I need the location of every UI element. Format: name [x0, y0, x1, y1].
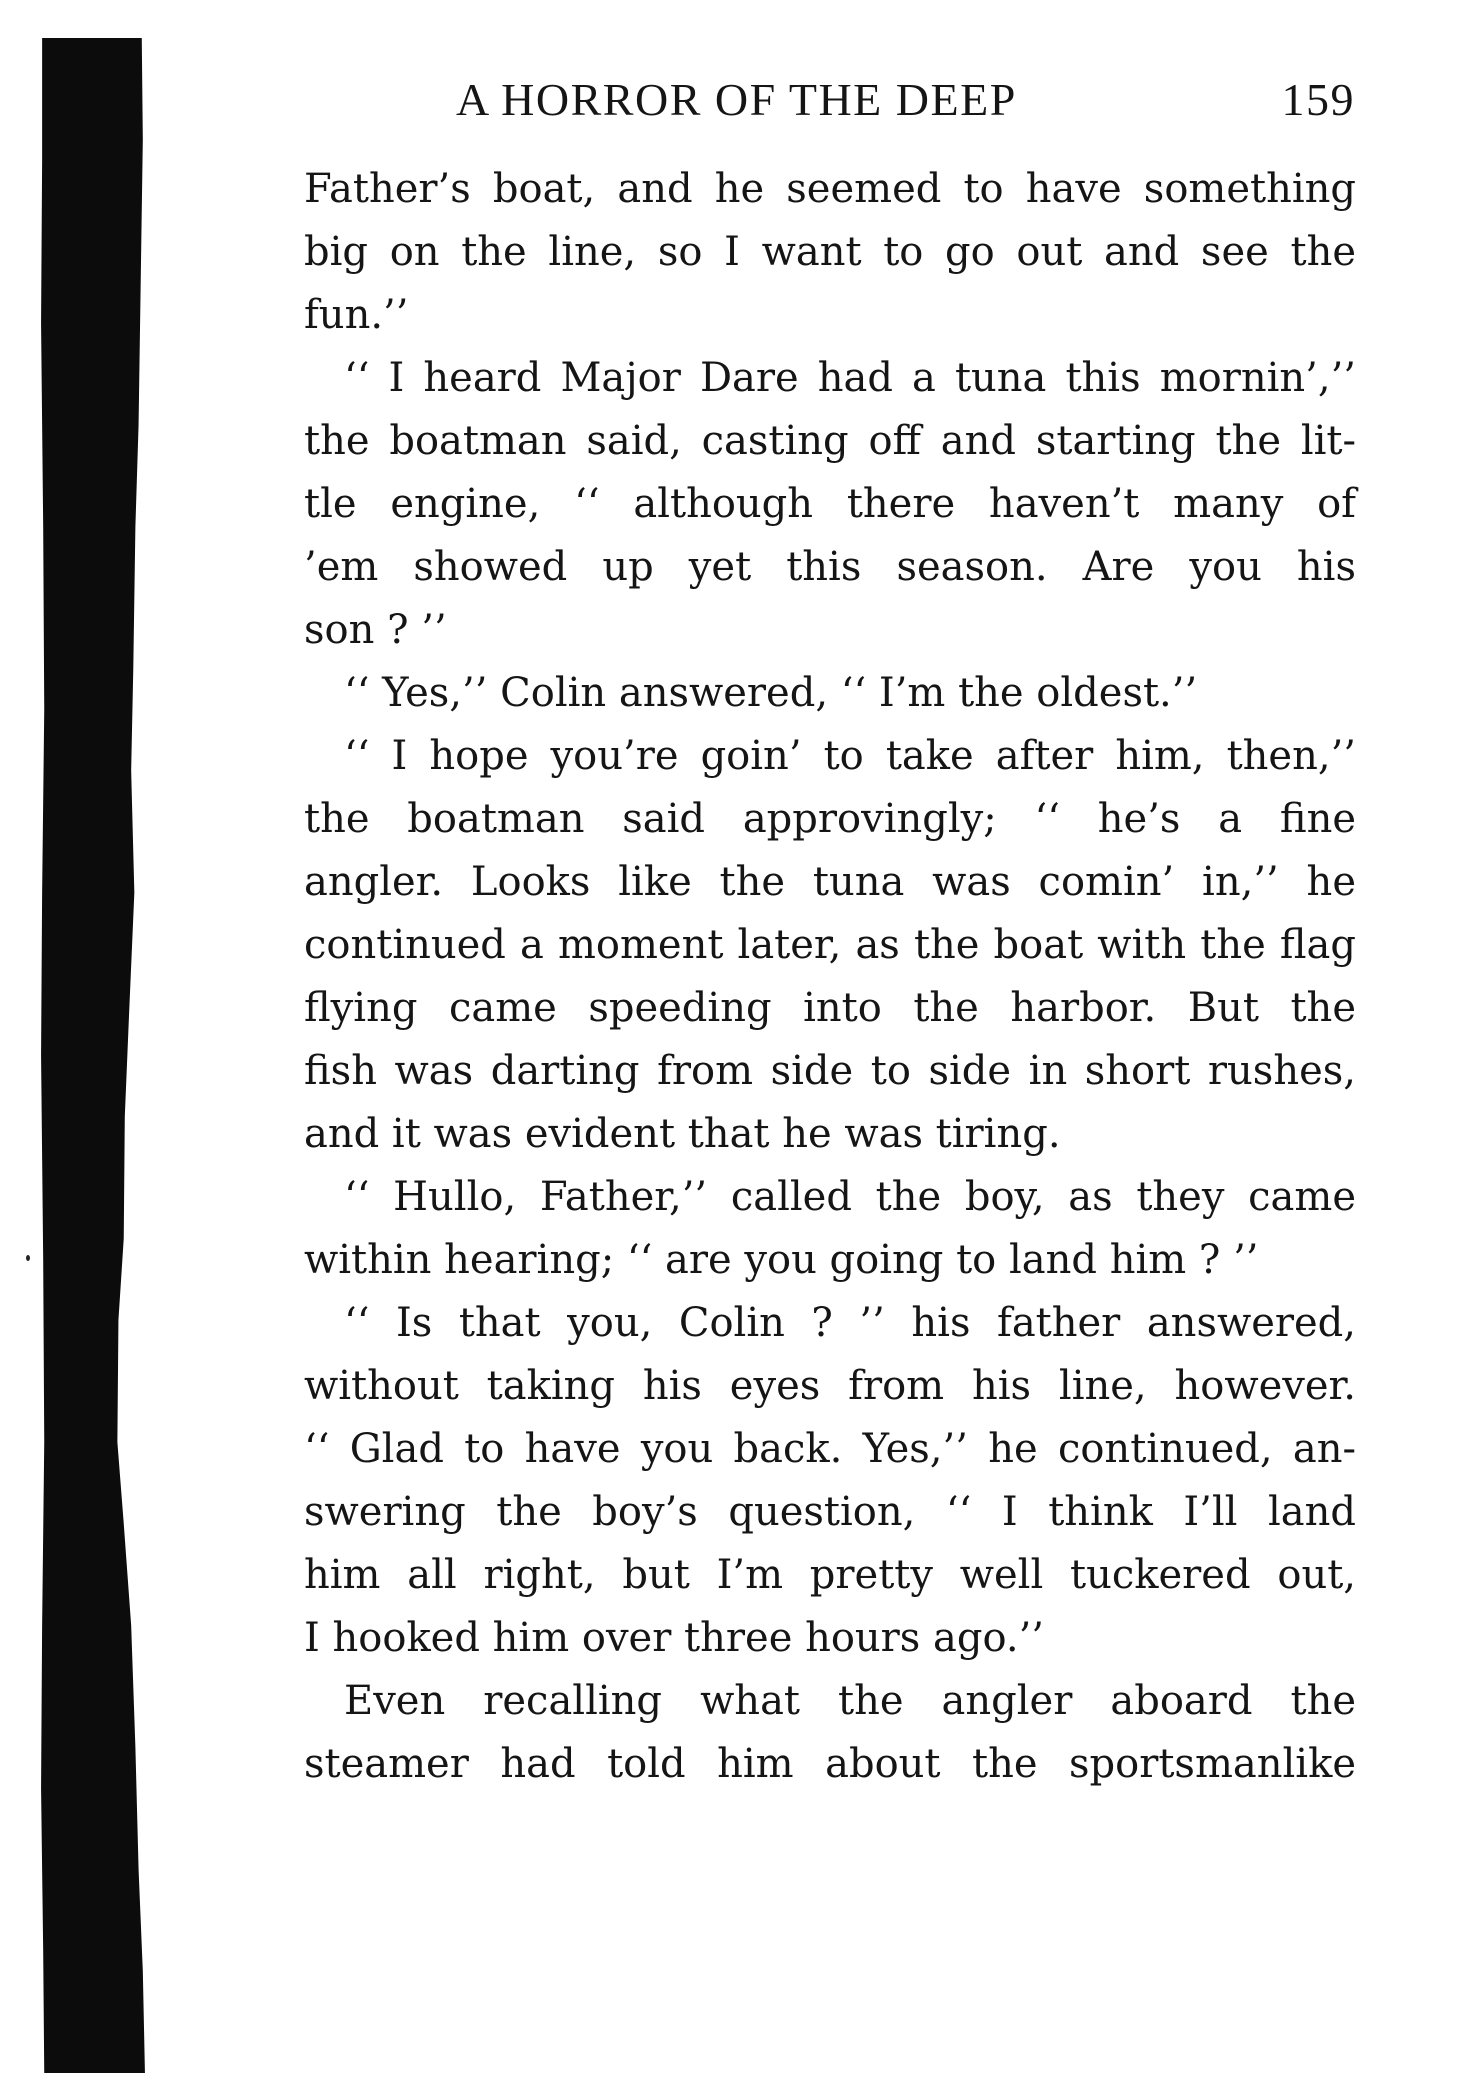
- text-line: Even recalling what the angler aboard the: [344, 1678, 1356, 1724]
- text-line: within hearing; ‘‘ are you going to land him ? ’’: [304, 1237, 1259, 1283]
- text-line: ‘‘ I hope you’re goin’ to take after him, then,’’: [344, 733, 1356, 779]
- text-line: him all right, but I’m pretty well tuckered out,: [304, 1552, 1356, 1598]
- text-line: continued a moment later, as the boat with the flag: [304, 922, 1356, 968]
- running-title: A HORROR OF THE DEEP: [456, 74, 1017, 125]
- text-line: swering the boy’s question, ‘‘ I think I’ll land: [304, 1489, 1356, 1535]
- text-line: big on the line, so I want to go out and see the: [304, 229, 1356, 275]
- text-line: fun.’’: [304, 292, 409, 338]
- text-line: ‘‘ Glad to have you back. Yes,’’ he continued, an-: [304, 1426, 1356, 1472]
- text-line: Father’s boat, and he seemed to have something: [304, 166, 1356, 212]
- text-line: the boatman said approvingly; ‘‘ he’s a fine: [304, 796, 1356, 842]
- text-line: tle engine, ‘‘ although there haven’t many of: [304, 481, 1356, 527]
- text-line: fish was darting from side to side in short rushes,: [304, 1048, 1356, 1094]
- text-line: without taking his eyes from his line, however.: [304, 1363, 1356, 1409]
- text-line: son ? ’’: [304, 607, 447, 653]
- text-line: ‘‘ I heard Major Dare had a tuna this mornin’,’’: [344, 355, 1356, 401]
- page-header: [300, 70, 1355, 130]
- text-line: angler. Looks like the tuna was comin’ in,’’ he: [304, 859, 1356, 905]
- text-line: ’em showed up yet this season. Are you his: [304, 544, 1356, 590]
- binding-edge-shadow: [40, 38, 146, 2073]
- scan-speck: [26, 1255, 30, 1261]
- text-line: flying came speeding into the harbor. But the: [304, 985, 1356, 1031]
- text-line: ‘‘ Is that you, Colin ? ’’ his father answered,: [344, 1300, 1356, 1346]
- text-line: and it was evident that he was tiring.: [304, 1111, 1061, 1157]
- text-line: the boatman said, casting off and starting the lit-: [304, 418, 1356, 464]
- text-line: ‘‘ Yes,’’ Colin answered, ‘‘ I’m the oldest.’’: [344, 670, 1198, 716]
- page-number: 159: [1281, 74, 1355, 125]
- text-line: ‘‘ Hullo, Father,’’ called the boy, as they came: [344, 1174, 1356, 1220]
- body-text: [304, 158, 1356, 1796]
- text-line: steamer had told him about the sportsmanlike: [304, 1741, 1356, 1787]
- text-line: I hooked him over three hours ago.’’: [304, 1615, 1045, 1661]
